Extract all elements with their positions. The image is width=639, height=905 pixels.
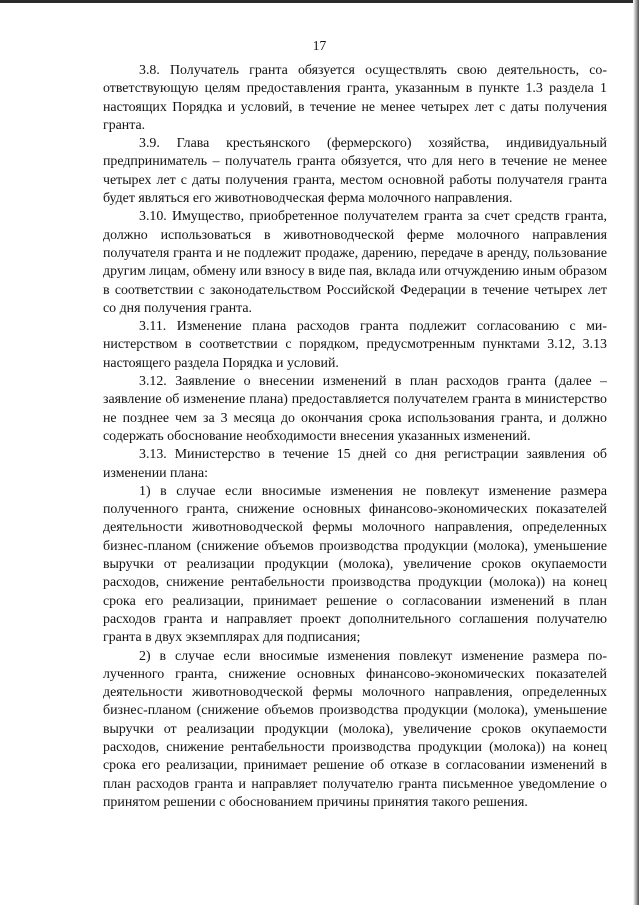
paragraph-3-12: 3.12. Заявление о внесении изменений в план расходов гранта (далее – заявление об изменение плана) предоставляется получателем гранта в министерство не позднее чем за 3 месяца до окончания срока использования гранта, и должно содержать обоснование необходимости внесения указанных изменений. (103, 374, 607, 444)
paragraph-3-11: 3.11. Изменение плана расходов гранта подлежит согласованию с министерством в соответствии с порядком, предусмотренным пунктами 3.12, 3.13 настоящего раздела Порядка и условий. (103, 319, 607, 371)
paragraph-3-10: 3.10. Имущество, приобретенное получателем гранта за счет средств гранта, должно использоваться в животноводческой ферме молочного направления получателя гранта и не подлежит продаже, дарению, передаче в аренду, пользование другим лицам, обмену или взносу в виде пая, вклада или отчуждению иным образом в соответствии с законодательством Российской Федерации в течение четырех лет со дня получения гранта. (103, 209, 607, 316)
paragraph-3-9: 3.9. Глава крестьянского (фермерского) хозяйства, индивидуальный предприниматель – получатель гранта обязуется, что для него в течение не менее четырех лет с даты получения гранта, местом основной работы получателя гранта будет являться его животноводческая ферма молочного направления. (103, 136, 607, 207)
paragraph-3-8: 3.8. Получатель гранта обязуется осуществлять свою деятельность, соответствующую целям предоставления гранта, указанным в пункте 1.3 раздела 1 настоящих Порядка и условий, в течение не менее четырех лет с даты получения гранта. (103, 63, 607, 133)
paragraph-3-13: 3.13. Министерство в течение 15 дней со дня регистрации заявления об изменении плана: (103, 447, 607, 481)
paragraph-3-13-item-2: 2) в случае если вносимые изменения повлекут изменение размера полученного гранта, снижение основных финансово-экономических показателей деятельности животноводческой фермы молочного направления, определенных бизнес-планом (снижение объемов производства продукции (молока), уменьшение выручки от реализации продукции (молока), увеличение сроков окупаемости расходов, снижение рентабельности производства продукции (молока)) на конец срока его реализации, принимает решение об отказе в согласовании изменений в план расходов гранта и направляет получателю гранта письменное уведомление о принятом решении с обоснованием причины принятия такого решения. (103, 648, 607, 810)
document-body (103, 62, 607, 812)
page-number: 17 (312, 38, 327, 53)
scan-edge-top (0, 0, 639, 3)
scan-edge-right (633, 0, 639, 905)
paragraph-3-13-item-1: 1) в случае если вносимые изменения не повлекут изменение размера полученного гранта, снижение основных финансово-экономических показателей деятельности животноводческой фермы молочного направления, определенных бизнес-планом (снижение объемов производства продукции (молока), уменьшение выручки от реализации продукции (молока), увеличение сроков окупаемости расходов, снижение рентабельности производства продукции (молока)) на конец срока его реализации, принимает решение о согласовании изменений в план расходов гранта и направляет проект дополнительного соглашения получателю гранта в двух экземплярах для подписания; (103, 483, 607, 646)
